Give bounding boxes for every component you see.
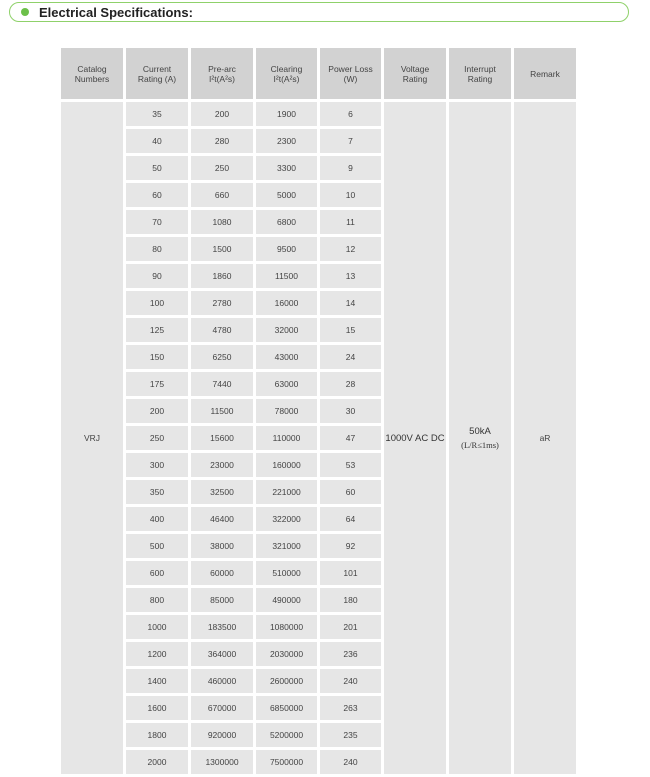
section-header — [9, 2, 629, 22]
voltage-rating-cell: 1000V AC DC — [384, 102, 446, 774]
power-loss-cell: 60 — [320, 480, 381, 504]
column-header-label: Clearing — [270, 63, 303, 74]
current-rating-cell: 1000 — [126, 615, 188, 639]
current-rating-cell: 1400 — [126, 669, 188, 693]
clearing-cell: 6800 — [256, 210, 317, 234]
clearing-cell: 321000 — [256, 534, 317, 558]
clearing-cell: 110000 — [256, 426, 317, 450]
current-rating-cell: 60 — [126, 183, 188, 207]
pre-arc-cell: 670000 — [191, 696, 253, 720]
power-loss-cell: 53 — [320, 453, 381, 477]
power-loss-cell: 11 — [320, 210, 381, 234]
pre-arc-cell: 183500 — [191, 615, 253, 639]
pre-arc-cell: 60000 — [191, 561, 253, 585]
pre-arc-cell: 1300000 — [191, 750, 253, 774]
column-header-label: Current — [142, 63, 172, 74]
pre-arc-cell: 1500 — [191, 237, 253, 261]
pre-arc-cell: 364000 — [191, 642, 253, 666]
current-rating-cell: 35 — [126, 102, 188, 126]
power-loss-cell: 28 — [320, 372, 381, 396]
catalog-number-cell: VRJ — [61, 102, 123, 774]
clearing-cell: 3300 — [256, 156, 317, 180]
interrupt-value: 50kA — [469, 426, 491, 437]
current-rating-cell: 800 — [126, 588, 188, 612]
pre-arc-cell: 200 — [191, 102, 253, 126]
column-header-label: Catalog — [77, 63, 107, 74]
current-rating-cell: 2000 — [126, 750, 188, 774]
power-loss-cell: 236 — [320, 642, 381, 666]
column-header-label: Power Loss — [328, 63, 373, 74]
pre-arc-cell: 250 — [191, 156, 253, 180]
clearing-cell: 221000 — [256, 480, 317, 504]
section-title: Electrical Specifications: — [39, 4, 193, 20]
power-loss-cell: 47 — [320, 426, 381, 450]
column-header — [514, 48, 576, 99]
clearing-cell: 510000 — [256, 561, 317, 585]
interrupt-rating-cell — [449, 102, 511, 774]
power-loss-cell: 101 — [320, 561, 381, 585]
current-rating-cell: 125 — [126, 318, 188, 342]
current-rating-cell: 150 — [126, 345, 188, 369]
pre-arc-cell: 4780 — [191, 318, 253, 342]
current-rating-cell: 400 — [126, 507, 188, 531]
power-loss-cell: 12 — [320, 237, 381, 261]
clearing-cell: 11500 — [256, 264, 317, 288]
column-header — [449, 48, 511, 99]
current-rating-cell: 500 — [126, 534, 188, 558]
column-header-label: Rating (A) — [137, 73, 177, 84]
pre-arc-cell: 11500 — [191, 399, 253, 423]
pre-arc-cell: 920000 — [191, 723, 253, 747]
clearing-cell: 2600000 — [256, 669, 317, 693]
table-row — [61, 102, 576, 126]
column-header-label: Interrupt — [464, 63, 496, 74]
power-loss-cell: 263 — [320, 696, 381, 720]
pre-arc-cell: 280 — [191, 129, 253, 153]
pre-arc-cell: 46400 — [191, 507, 253, 531]
clearing-cell: 78000 — [256, 399, 317, 423]
power-loss-cell: 14 — [320, 291, 381, 315]
clearing-cell: 2300 — [256, 129, 317, 153]
power-loss-cell: 10 — [320, 183, 381, 207]
column-header-label: Pre-arc — [208, 63, 236, 74]
pre-arc-cell: 6250 — [191, 345, 253, 369]
current-rating-cell: 50 — [126, 156, 188, 180]
specifications-table — [58, 45, 579, 777]
column-header — [61, 48, 123, 99]
power-loss-cell: 6 — [320, 102, 381, 126]
clearing-cell: 9500 — [256, 237, 317, 261]
column-header-label: I²t(A²s) — [273, 73, 300, 84]
clearing-cell: 7500000 — [256, 750, 317, 774]
power-loss-cell: 13 — [320, 264, 381, 288]
clearing-cell: 43000 — [256, 345, 317, 369]
clearing-cell: 5200000 — [256, 723, 317, 747]
clearing-cell: 1080000 — [256, 615, 317, 639]
current-rating-cell: 80 — [126, 237, 188, 261]
pre-arc-cell: 1860 — [191, 264, 253, 288]
column-header-label: (W) — [343, 73, 358, 84]
column-header-label: Voltage — [400, 63, 430, 74]
power-loss-cell: 30 — [320, 399, 381, 423]
pre-arc-cell: 38000 — [191, 534, 253, 558]
pre-arc-cell: 660 — [191, 183, 253, 207]
power-loss-cell: 201 — [320, 615, 381, 639]
clearing-cell: 2030000 — [256, 642, 317, 666]
current-rating-cell: 300 — [126, 453, 188, 477]
power-loss-cell: 9 — [320, 156, 381, 180]
current-rating-cell: 175 — [126, 372, 188, 396]
current-rating-cell: 250 — [126, 426, 188, 450]
pre-arc-cell: 15600 — [191, 426, 253, 450]
column-header — [256, 48, 317, 99]
power-loss-cell: 24 — [320, 345, 381, 369]
power-loss-cell: 240 — [320, 750, 381, 774]
power-loss-cell: 7 — [320, 129, 381, 153]
bullet-icon — [21, 8, 29, 16]
current-rating-cell: 90 — [126, 264, 188, 288]
pre-arc-cell: 32500 — [191, 480, 253, 504]
pre-arc-cell: 7440 — [191, 372, 253, 396]
current-rating-cell: 70 — [126, 210, 188, 234]
clearing-cell: 63000 — [256, 372, 317, 396]
column-header — [126, 48, 188, 99]
power-loss-cell: 15 — [320, 318, 381, 342]
pre-arc-cell: 1080 — [191, 210, 253, 234]
clearing-cell: 322000 — [256, 507, 317, 531]
clearing-cell: 32000 — [256, 318, 317, 342]
power-loss-cell: 240 — [320, 669, 381, 693]
column-header — [320, 48, 381, 99]
power-loss-cell: 180 — [320, 588, 381, 612]
current-rating-cell: 350 — [126, 480, 188, 504]
clearing-cell: 1900 — [256, 102, 317, 126]
current-rating-cell: 100 — [126, 291, 188, 315]
column-header-label: Rating — [402, 73, 428, 84]
power-loss-cell: 235 — [320, 723, 381, 747]
power-loss-cell: 64 — [320, 507, 381, 531]
column-header-label: Rating — [467, 73, 493, 84]
remark-cell: aR — [514, 102, 576, 774]
column-header-label: I²t(A²s) — [209, 73, 235, 84]
clearing-cell: 160000 — [256, 453, 317, 477]
current-rating-cell: 1200 — [126, 642, 188, 666]
clearing-cell: 16000 — [256, 291, 317, 315]
column-header-label: Numbers — [74, 73, 110, 84]
column-header — [191, 48, 253, 99]
column-header-label: Remark — [530, 68, 560, 79]
current-rating-cell: 200 — [126, 399, 188, 423]
column-header — [384, 48, 446, 99]
pre-arc-cell: 460000 — [191, 669, 253, 693]
clearing-cell: 490000 — [256, 588, 317, 612]
current-rating-cell: 40 — [126, 129, 188, 153]
power-loss-cell: 92 — [320, 534, 381, 558]
interrupt-note: (L/R≤1ms) — [461, 440, 499, 450]
current-rating-cell: 1600 — [126, 696, 188, 720]
table-header-row — [61, 48, 576, 99]
pre-arc-cell: 85000 — [191, 588, 253, 612]
pre-arc-cell: 23000 — [191, 453, 253, 477]
clearing-cell: 5000 — [256, 183, 317, 207]
current-rating-cell: 600 — [126, 561, 188, 585]
current-rating-cell: 1800 — [126, 723, 188, 747]
pre-arc-cell: 2780 — [191, 291, 253, 315]
clearing-cell: 6850000 — [256, 696, 317, 720]
